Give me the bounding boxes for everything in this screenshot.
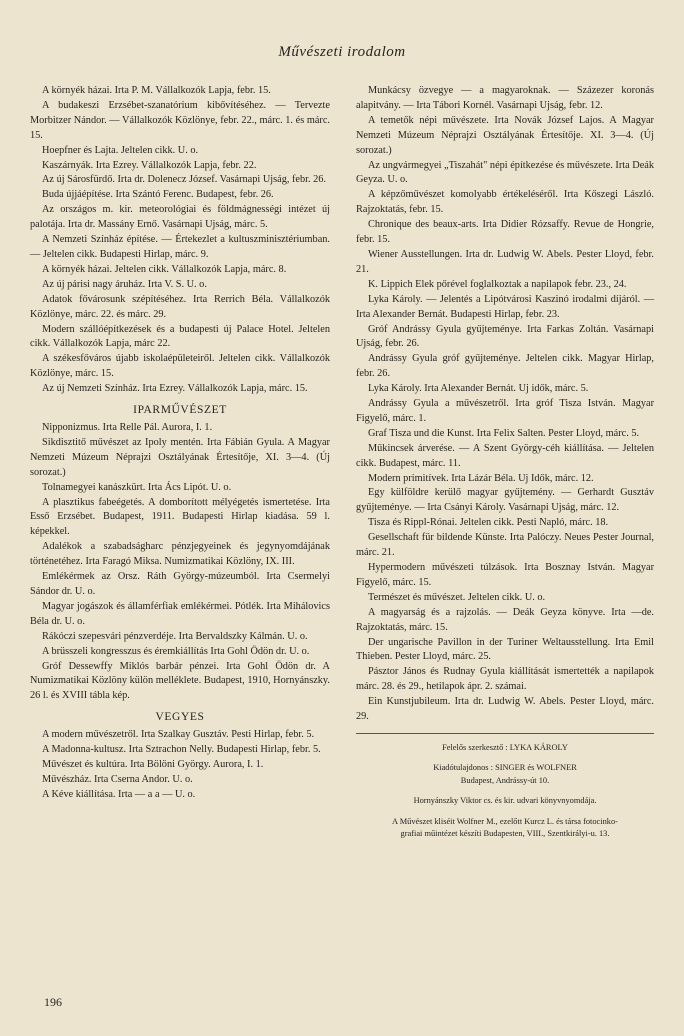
bibliography-entry: A magyarság és a rajzolás. — Deák Geyza könyve. Irta —de. Rajzoktatás, márc. 15. [356, 606, 654, 633]
bibliography-entry: A modern művészetről. Irta Szalkay Gusztáv. Pesti Hirlap, febr. 5. [42, 729, 315, 741]
bibliography-entry: A plasztikus fabeégetés. A domborított mélyégetés ismertetése. Irta Esső Erzsébet. Budapest, 1911. Budapesti Hirlap kiadása. 59 l. képekkel. [30, 496, 330, 538]
bibliography-entry: A környék házai. Jeltelen cikk. Vállalkozók Lapja, márc. 8. [42, 263, 287, 275]
bibliography-entry: Hoepfner és Lajta. Jeltelen cikk. U. o. [42, 144, 199, 156]
bibliography-entry: Nipponizmus. Irta Relle Pál. Aurora, I. 1. [42, 422, 213, 434]
bibliography-entry: Az országos m. kir. meteorológiai és földmágnességi intézet új palotája. Irta dr. Massány Ernő. Vasárnapi Ujság, márc. 5. [30, 204, 330, 231]
bibliography-entry: Andrássy Gyula gróf gyűjteménye. Jeltelen cikk. Magyar Hirlap, febr. 26. [356, 353, 654, 380]
bibliography-entry: Andrássy Gyula a művészetről. Irta gróf Tisza István. Magyar Figyelő, márc. 1. [356, 398, 654, 424]
bibliography-entry: Magyar jogászok és államférfiak emlékérmei. Pótlék. Irta Mihálovics Béla dr. U. o. [30, 600, 330, 627]
running-title: Művészeti irodalom [278, 44, 406, 60]
bibliography-entry: Az ungvármegyei „Tiszahát" népi építkezése és művészete. Irta Deák Geyza. U. o. [356, 159, 655, 186]
bibliography-entry: Gróf Dessewffy Miklós barbár pénzei. Irta Gohl Ödön dr. A Numizmatikai Közlöny külön melléklete. Budapest, 1910, Hornyánszky. 26 l. és XVIII tábla kép. [30, 660, 330, 702]
bibliography-entry: Modern szállóépítkezések és a budapesti új Palace Hotel. Jeltelen cikk. Vállalkozók Lapja, márc 22. [30, 323, 330, 350]
right-column [356, 84, 654, 841]
bibliography-entry: Ein Kunstjubileum. Irta dr. Ludwig W. Abels. Pester Lloyd, márc. 29. [356, 696, 654, 723]
bibliography-entry: Kaszárnyák. Irta Ezrey. Vállalkozók Lapja, febr. 22. [42, 159, 257, 171]
bibliography-entry: A környék házai. Irta P. M. Vállalkozók Lapja, febr. 15. [42, 85, 271, 96]
bibliography-entry: Hypermodern művészeti túlzások. Irta Bosznay István. Magyar Figyelő, márc. 15. [356, 562, 654, 588]
bibliography-entry: Chronique des beaux-arts. Irta Didier Rózsaffy. Revue de Hongrie, febr. 15. [356, 219, 654, 246]
bibliography-entry: Lyka Károly. — Jelentés a Lipótvárosi Kaszinó irodalmi díjáról. — Irta Alexander Bernát. Budapesti Hirlap, febr. 23. [356, 293, 654, 320]
imprint-printer: Hornyánszky Viktor cs. és kir. udvari könyvnyomdája. [413, 796, 597, 806]
bibliography-entry: A képzőművészet komolyabb értékeléséről. Irta Kőszegi László. Rajzoktatás, febr. 15. [356, 189, 654, 216]
bibliography-entry: Sikdisztitő művészet az Ipoly mentén. Irta Fábián Gyula. A Magyar Nemzeti Múzeum Néprajzi Osztályának Értesítője, XI. 3—4. (Új sorozat.) [30, 436, 330, 478]
section-heading-vegyes: VEGYES [155, 711, 205, 724]
left-column [30, 84, 330, 803]
bibliography-entry: Rákóczi szepesvári pénzverdéje. Irta Bervaldszky Kálmán. U. o. [42, 630, 308, 642]
bibliography-entry: Művészet és kultúra. Irta Bölöni György. Aurora, I. 1. [42, 759, 264, 771]
bibliography-entry: Természet és művészet. Jeltelen cikk. U. o. [368, 591, 546, 603]
bibliography-entry: Emlékérmek az Orsz. Ráth György-múzeumból. Irta Csermelyi Sándor dr. U. o. [30, 571, 330, 597]
bibliography-entry: Egy külföldre kerülő magyar gyűjtemény. — Gerhardt Gusztáv gyűjteménye. — Irta Csányi Károly. Vasárnapi Ujság, márc. 12. [356, 487, 654, 514]
bibliography-entry: A brüsszeli kongresszus és éremkiállítás Irta Gohl Ödön dr. U. o. [42, 645, 310, 657]
bibliography-entry: Modern primitívek. Irta Lázár Béla. Uj Idők, márc. 12. [368, 472, 594, 484]
bibliography-entry: A temetők népi művészete. Irta Novák József Lajos. A Magyar Nemzeti Múzeum Néprajzi Osztályának Értesítője. XI. 3—4. (Új sorozat.) [356, 114, 654, 156]
bibliography-entry: Az új Sárosfürdő. Irta dr. Dolenecz József. Vasárnapi Ujság, febr. 26. [42, 174, 327, 186]
divider-rule [356, 733, 654, 734]
bibliography-entry: Gesellschaft für bildende Künste. Irta Palóczy. Neues Pester Journal, márc. 21. [356, 532, 654, 559]
bibliography-entry: A Kéve kiállítása. Irta — a a — U. o. [42, 788, 196, 800]
bibliography-entry: K. Lippich Elek pőrével foglalkoztak a napilapok febr. 23., 24. [368, 278, 627, 290]
bibliography-entry: Az új Nemzeti Színház. Irta Ezrey. Vállalkozók Lapja, márc. 15. [42, 383, 308, 395]
bibliography-entry: A Madonna-kultusz. Irta Sztrachon Nelly. Budapesti Hirlap, febr. 5. [42, 744, 321, 756]
bibliography-entry: Lyka Károly. Irta Alexander Bernát. Uj idők, márc. 5. [368, 383, 589, 395]
bibliography-entry: Der ungarische Pavillon in der Turiner Weltausstellung. Irta Emil Thieben. Pester Lloyd, márc. 25. [356, 636, 654, 663]
bibliography-entry: Adatok fővárosunk szépítéséhez. Irta Rerrich Béla. Vállalkozók Közlönye, márc. 22. és márc. 29. [30, 293, 330, 320]
bibliography-entry: Gróf Andrássy Gyula gyűjteménye. Irta Farkas Zoltán. Vasárnapi Ujság, febr. 26. [356, 323, 654, 350]
bibliography-entry: A székesfőváros újabb iskolaépületeiről. Jeltelen cikk. Vállalkozók Közlönye, márc. 15. [30, 353, 330, 380]
bibliography-entry: Műkincsek árverése. — A Szent György-céh kiállítása. — Jeltelen cikk. Budapest, márc. 11. [356, 442, 654, 469]
bibliography-entry: Munkácsy özvegye — a magyaroknak. — Százezer koronás alapitvány. — Irta Tábori Kornél. Vasárnapi Ujság, febr. 12. [356, 85, 654, 111]
bibliography-entry: Tisza és Rippl-Rónai. Jeltelen cikk. Pesti Napló, márc. 18. [368, 517, 609, 529]
imprint-block [356, 742, 654, 841]
imprint-publisher: Kiadótulajdonos : SINGER és WOLFNER [433, 763, 577, 773]
bibliography-entry: Wiener Ausstellungen. Irta dr. Ludwig W. Abels. Pester Lloyd, febr. 21. [356, 248, 654, 275]
section-heading-iparmuveszet: IPARMŰVÉSZET [133, 404, 227, 417]
bibliography-entry: Adalékok a szabadságharc pénzjegyeinek és jegynyomdájának történetéhez. Irta Faragó Miksa. Numizmatikai Közlöny, IX. III. [30, 541, 330, 568]
bibliography-entry: A Nemzeti Színház építése. — Értekezlet a kultuszminisztériumban. — Jeltelen cikk. Budapesti Hirlap, márc. 9. [30, 234, 330, 260]
imprint-plates: A Művészet kliséit Wolfner M., ezelőtt Kurcz L. és társa fotocinko- [392, 816, 618, 826]
page-number: 196 [44, 995, 62, 1009]
imprint-publisher-address: Budapest, Andrássy-út 10. [460, 775, 550, 785]
bibliography-entry: Az új párisi nagy áruház. Irta V. S. U. o. [42, 278, 207, 290]
imprint-editor: Felelős szerkesztő : LYKA KÁROLY [442, 742, 568, 752]
bibliography-entry: Tolnamegyei kanászkürt. Irta Ács Lipót. U. o. [42, 481, 232, 493]
imprint-plates-address: grafiai műintézet készíti Budapesten, VIII., Szentkirályi-u. 13. [400, 829, 610, 839]
bibliography-entry: Graf Tisza und die Kunst. Irta Felix Salten. Pester Lloyd, márc. 5. [368, 427, 640, 439]
bibliography-entry: Pásztor János és Rudnay Gyula kiállítását ismertették a napilapok márc. 28. és 29., hetilapok ápr. 2. számai. [356, 666, 654, 693]
bibliography-entry: Művészház. Irta Cserna Andor. U. o. [42, 773, 193, 785]
bibliography-entry: Buda újjáépítése. Irta Szántó Ferenc. Budapest, febr. 26. [42, 189, 274, 201]
bibliography-entry: A budakeszi Erzsébet-szanatórium kibővítéséhez. — Tervezte Morbitzer Nándor. — Vállalkozók Közlönye, febr. 22., márc. 1. és márc. 15. [30, 99, 330, 141]
